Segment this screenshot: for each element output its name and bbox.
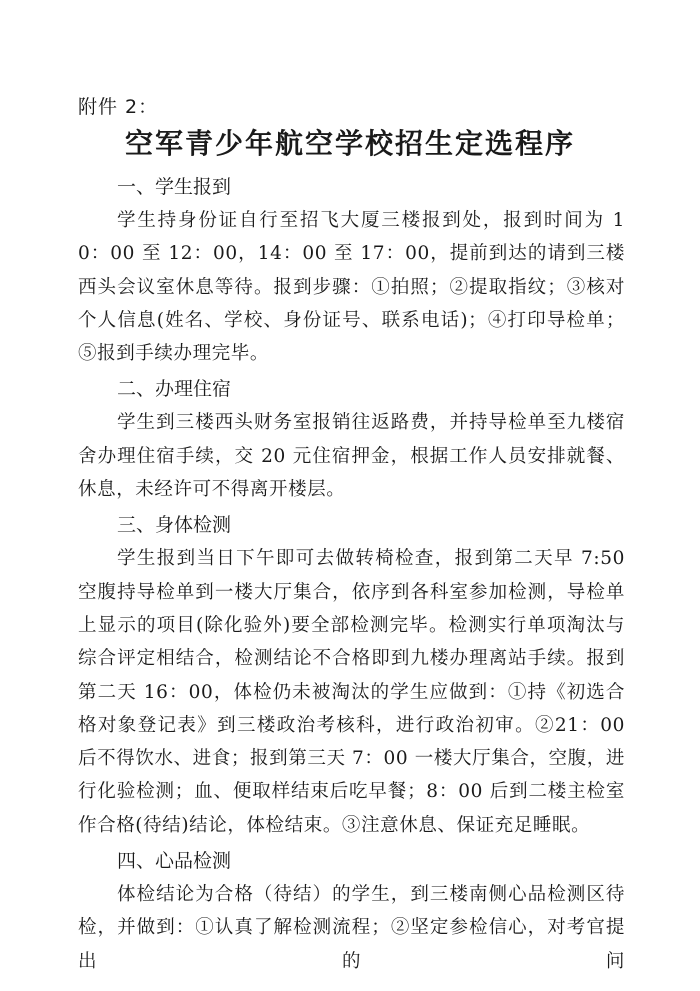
section-heading-psychological-exam: 四、心品检测 <box>117 850 232 873</box>
section-paragraph-registration: 学生持身份证自行至招飞大厦三楼报到处，报到时间为 10：00 至 12：00，14：00 至 17：00，提前到达的请到三楼西头会议室休息等待。报到步骤：①拍照；②提取指纹；③核对个人信息(姓名、学校、身份证号、联系电话)；④打印导检单；⑤报到手续办理完毕。 <box>78 210 625 365</box>
attachment-label: 附件 2： <box>78 96 159 118</box>
section-heading-accommodation: 二、办理住宿 <box>117 378 232 401</box>
section-paragraph-psychological-exam: 体检结论为合格（待结）的学生，到三楼南侧心品检测区待检，并做到：①认真了解检测流程；②坚定参检信心，对考官提出的问 <box>78 884 625 972</box>
section-heading-physical-exam: 三、身体检测 <box>117 514 232 537</box>
document-title: 空军青少年航空学校招生定选程序 <box>124 127 575 160</box>
section-heading-registration: 一、学生报到 <box>117 176 232 198</box>
document-body <box>78 168 625 978</box>
section-paragraph-physical-exam: 学生报到当日下午即可去做转椅检查，报到第二天早 7:50 空腹持导检单到一楼大厅集合，依序到各科室参加检测，导检单上显示的项目(除化验外)要全部检测完毕。检测实行单项淘汰与综合评定相结合，检测结论不合格即到九楼办理离站手续。报到第二天 16：00，体检仍未被淘汰的学生应做到：①持《初选合格对象登记表》到三楼政治考核科，进行政治初审。②21：00 后不得饮水、进食；报到第三天 7：00 一楼大厅集合，空腹，进行化验检测；血、便取样结束后吃早餐；8：00 后到二楼主检室作合格(待结)结论，体检结束。③注意休息、保证充足睡眠。 <box>78 548 625 836</box>
section-paragraph-accommodation: 学生到三楼西头财务室报销往返路费，并持导检单至九楼宿舍办理住宿手续，交 20 元住宿押金，根据工作人员安排就餐、休息，未经许可不得离开楼层。 <box>78 412 625 501</box>
